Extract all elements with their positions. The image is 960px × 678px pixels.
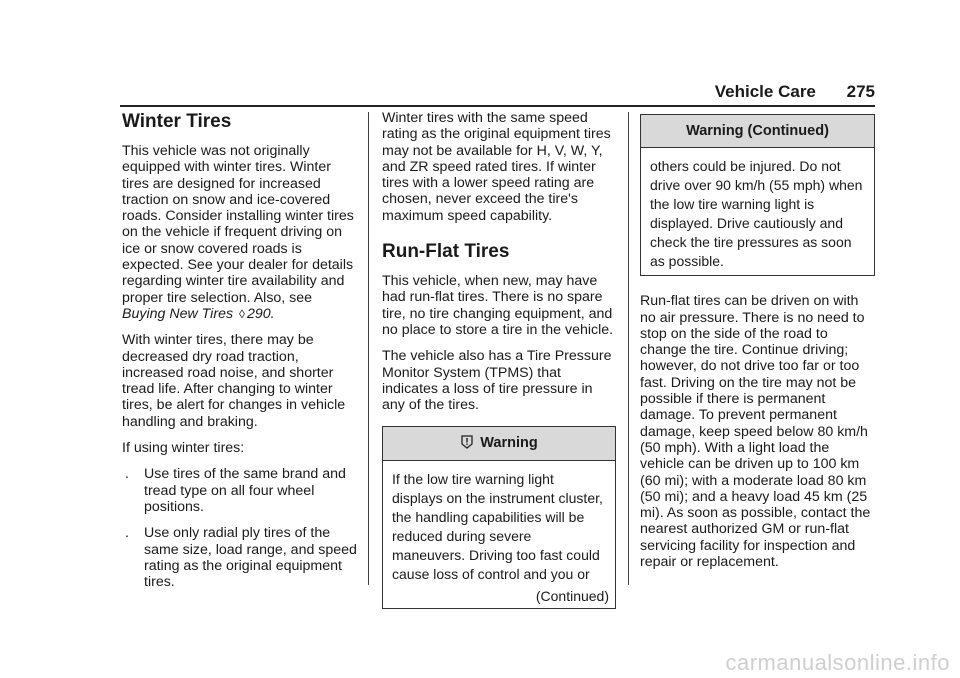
cross-reference-link[interactable]: Buying New Tires (122, 305, 234, 322)
page-ref-number[interactable]: 290. (246, 305, 275, 322)
section-heading-winter-tires: Winter Tires (122, 111, 232, 132)
warning-title: Warning (480, 435, 538, 452)
header-rule (120, 105, 875, 107)
column-2 (382, 110, 616, 609)
page-number: 275 (846, 82, 875, 101)
bullet-marker: . (125, 466, 129, 483)
column-3 (640, 114, 875, 580)
paragraph: With winter tires, there may be decreased dry road traction, increased road noise, and shorter tread life. After changing to winter tires, be alert for changes in vehicle handling and braking. (122, 332, 346, 430)
paragraph: Winter tires with the same speed rating as the original equipment tires may not be available for H, V, W, Y, and ZR speed rated tires. If winter tires with a lower speed rating are chosen, never exceed the tire's maximum speed capability. (382, 110, 611, 224)
continued-label: (Continued) (535, 587, 609, 604)
paragraph: This vehicle, when new, may have had run-flat tires. There is no spare tire, no tire changing equipment, and no place to store a tire in the vehicle. (382, 273, 614, 338)
paragraph: The vehicle also has a Tire Pressure Monitor System (TPMS) that indicates a loss of tire pressure in any of the tires. (382, 348, 612, 414)
column-divider (628, 112, 629, 585)
warning-text: If the low tire warning light displays on the instrument cluster, the handling capabilities will be reduced during severe maneuvers. Driving too fast could cause loss of control and you or (392, 470, 603, 582)
watermark: carmanualsonline.info (725, 650, 950, 675)
warning-header (383, 427, 615, 460)
page-ref-icon: ◊ (239, 306, 245, 321)
warning-box (382, 426, 616, 609)
bullet-marker: . (125, 525, 129, 542)
warning-header: Warning (Continued) (641, 115, 874, 148)
paragraph: If using winter tires: (122, 440, 245, 457)
section-heading-run-flat-tires: Run-Flat Tires (382, 241, 510, 263)
warning-icon (460, 435, 474, 449)
section-title: Vehicle Care (714, 82, 816, 101)
list-item: . Use only radial ply tires of the same size, load range, and speed rating as the original equipment tires. (125, 525, 357, 591)
column-1 (122, 110, 357, 600)
paragraph: Run-flat tires can be driven on with no air pressure. There is no need to stop on the side of the road to change the tire. Continue driving; however, do not drive too far or too fast. Driving on the tire may not be possible if there is permanent damage. To prevent permanent damage, keep speed below 80 km/h (50 mph). With a light load the vehicle can be driven up to 100 km (60 mi); with a moderate load 80 km (50 mi); and a heavy load 45 km (25 mi). As soon as possible, contact the nearest authorized GM or run-flat servicing facility for inspection and repair or replacement. (640, 293, 871, 571)
list-item: . Use tires of the same brand and tread type on all four wheel positions. (125, 466, 346, 515)
paragraph: This vehicle was not originally equipped with winter tires. Winter tires are designed for increased traction on snow and ice-covered roads. Consider installing winter tires on the vehicle if frequent driving on ice or snow covered roads is expected. See your dealer for details regarding winter tire availability and proper tire selection. Also, see Buying New Tires ◊ 290. (122, 143, 354, 322)
page-header (715, 82, 875, 102)
column-divider (368, 112, 369, 585)
warning-box-continued (640, 114, 875, 276)
warning-text: others could be injured. Do not drive over 90 km/h (55 mph) when the low tire warning light is displayed. Drive cautiously and check the tire pressures as soon as possible. (650, 158, 863, 270)
